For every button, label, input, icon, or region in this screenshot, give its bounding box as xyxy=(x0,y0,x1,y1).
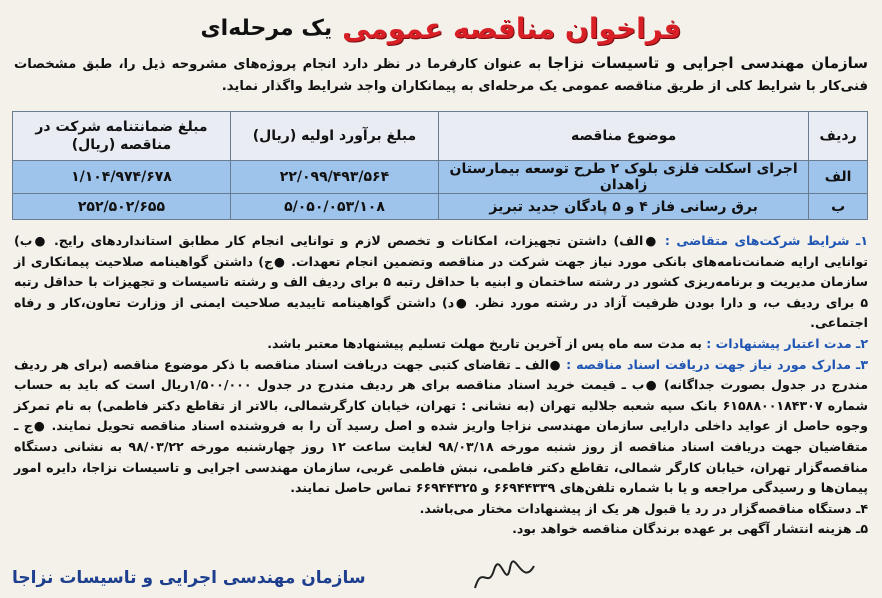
condition-2-title: ۲ـ مدت اعتبار پیشنهادات : xyxy=(706,335,868,351)
conditions-section xyxy=(14,231,868,540)
condition-4: ۴ـ دستگاه مناقصه‌گزار در رد یا قبول هر یک از پیشنهادات مختار می‌باشد. xyxy=(419,500,868,516)
footer-organization: سازمان مهندسی اجرایی و تاسیسات نزاجا xyxy=(12,568,366,588)
row-number: ب xyxy=(809,194,868,220)
signature-mark xyxy=(470,560,540,594)
table-row xyxy=(13,161,868,194)
header-row-number: ردیف xyxy=(809,112,868,161)
condition-1-title: ۱ـ شرایط شرکت‌های متقاضی : xyxy=(664,233,869,248)
row-guarantee: ۲۵۲/۵۰۲/۶۵۵ xyxy=(13,194,231,220)
condition-5: ۵ـ هزینه انتشار آگهی بر عهده برندگان مناقصه خواهد بود. xyxy=(512,521,868,537)
table-row xyxy=(13,194,868,220)
condition-1 xyxy=(14,231,868,334)
intro-organization: سازمان مهندسی اجرایی و تاسیسات نزاجا xyxy=(547,54,869,72)
header-estimate: مبلغ برآورد اولیه (ریال) xyxy=(230,112,438,161)
row-estimate: ۵/۰۵۰/۰۵۳/۱۰۸ xyxy=(230,194,438,220)
header-subject: موضوع مناقصه xyxy=(439,112,809,161)
condition-3-title: ۳ـ مدارک مورد نیاز جهت دریافت اسناد مناقصه : xyxy=(566,356,869,372)
tender-table xyxy=(12,111,868,220)
row-estimate: ۲۲/۰۹۹/۴۹۳/۵۶۴ xyxy=(230,161,438,194)
intro-text: به عنوان کارفرما در نظر دارد انجام پروژه‌های مشروحه ذیل را، طبق مشخصات فنی‌کار با شرایط کلی از طریق مناقصه عمومی یک مرحله‌ای به پیمانکاران واجد شرایط واگذار نماید. xyxy=(14,57,868,94)
notice-subtitle: یک مرحله‌ای xyxy=(200,15,333,41)
row-guarantee: ۱/۱۰۴/۹۷۴/۶۷۸ xyxy=(13,161,231,194)
notice-title: فراخوان مناقصه عمومی xyxy=(342,11,682,45)
condition-2 xyxy=(14,334,868,355)
title-row xyxy=(0,6,882,50)
condition-2-text: به مدت سه ماه پس از آخرین تاریخ مهلت تسلیم پیشنهادها معتبر باشد. xyxy=(267,335,702,351)
condition-3-text: ●الف ـ تقاضای کتبی جهت دریافت اسناد مناقصه با ذکر موضوع مناقصه (برای هر ردیف مندرج در جدول بصورت جداگانه) ●ب ـ قیمت خرید اسناد مناقصه برای هر ردیف مندرج در جدول ۱/۵۰۰/۰۰۰ریال است که باید به حساب شماره ۶۱۵۸۸۰۰۱۸۴۳۰۷ بانک سپه شعبه جلالیه تهران (به نشانی : تهران، خیابان کارگرشمالی، بالاتر از تقاطع دکتر فاطمی) به نام تمرکز وجوه حاصل از عواید داخلی دارایی سازمان مهندسی نزاجا واریز شده و اصل رسید آن را به فروشنده اسناد مناقصه تحویل نمایند. ●ج ـ متقاضیان جهت دریافت اسناد مناقصه از روز شنبه مورخه ۹۸/۰۳/۱۸ لغایت ساعت ۱۲ روز چهارشنبه مورخه ۹۸/۰۳/۲۲ به نشانی دستگاه مناقصه‌گزار تهران، خیابان کارگر شمالی، تقاطع دکتر فاطمی، نبش فاطمی غربی، سازمان مهندسی اجرایی و تاسیسات نزاجا، دایره امور پیمان‌ها و رسیدگی مراجعه و یا با شماره تلفن‌های ۶۶۹۴۴۳۳۹ و ۶۶۹۴۴۳۲۵ تماس حاصل نمایند. xyxy=(14,356,868,496)
row-subject: اجرای اسکلت فلزی بلوک ۲ طرح توسعه بیمارستان زاهدان xyxy=(439,161,809,194)
row-subject: برق رسانی فاز ۴ و ۵ پادگان جدید تبریز xyxy=(439,194,809,220)
condition-1-text: ●الف) داشتن تجهیزات، امکانات و تخصص لازم و توانایی انجام کار مطابق استانداردهای رایج. ●ب) توانایی ارایه ضمانت‌نامه‌های بانکی مورد نیاز جهت شرکت در مناقصه وتضمین انجام تعهدات. ●ج) داشتن گواهینامه صلاحیت پیمانکاری از سازمان مدیریت و برنامه‌ریزی کشور در رشته ساختمان و ابنیه با حداقل رتبه ۵ برای ردیف الف و رشته تاسیسات و تجهیزات با حداقل رتبه ۵ برای ردیف ب، و دارا بودن ظرفیت آزاد در رشته مورد نظر. ●د) داشتن گواهینامه تاییدیه صلاحیت ایمنی از وزارت تعاون،کار و رفاه اجتماعی. xyxy=(14,233,869,331)
table-header-row xyxy=(13,112,868,161)
header-guarantee: مبلغ ضمانتنامه شرکت در مناقصه (ریال) xyxy=(13,112,231,161)
intro-paragraph xyxy=(14,52,868,98)
row-number: الف xyxy=(809,161,868,194)
condition-3 xyxy=(14,355,868,499)
